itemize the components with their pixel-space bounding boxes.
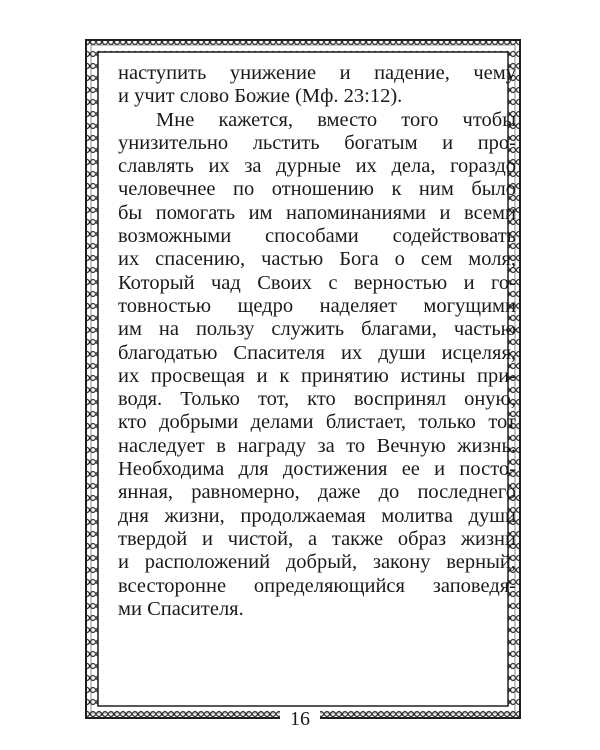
page-number	[0, 708, 600, 731]
text-line: твердой и чистой, а также образ жизни	[118, 527, 516, 550]
text-line: Мне кажется, вместо того чтобы	[156, 108, 516, 131]
text-line: Который чад Своих с верностью и го-	[118, 271, 516, 294]
text-line: ми Спасителя.	[118, 597, 244, 620]
text-line: кто добрыми делами блистает, только тот	[118, 411, 516, 434]
text-line: бы помогать им напоминаниями и всеми	[118, 201, 516, 224]
text-line: товностью щедро наделяет могущими	[118, 294, 516, 317]
text-line: им на пользу служить благами, частью	[118, 318, 516, 341]
text-line: возможными способами содействовать	[118, 225, 516, 248]
text-line: наследует в награду за то Вечную жизнь.	[118, 434, 516, 457]
text-line: наступить унижение и падение, чему	[118, 62, 516, 84]
text-line: дня жизни, продолжаемая молитва души	[118, 504, 516, 527]
page-number-label: 16	[280, 708, 320, 730]
text-line: их спасению, частью Бога о сем моля,	[118, 248, 516, 271]
text-line: унизительно льстить богатым и про-	[118, 131, 516, 154]
text-line: их просвещая и к принятию истины при-	[118, 364, 516, 387]
text-line: человечнее по отношению к ним было	[118, 178, 516, 201]
text-line: славлять их за дурные их дела, гораздо	[118, 155, 516, 178]
body-text	[118, 62, 516, 621]
text-line: и расположений добрый, закону верный,	[118, 551, 516, 574]
text-line: благодатью Спасителя их души исцеляя,	[118, 341, 516, 364]
text-line: водя. Только тот, кто воспринял оную,	[118, 388, 516, 411]
text-line: и учит слово Божие (Мф. 23:12).	[118, 85, 403, 108]
text-line: янная, равномерно, даже до последнего	[118, 481, 516, 504]
text-line: Необходима для достижения ее и посто-	[118, 458, 516, 481]
text-line: всесторонне определяющийся заповедя-	[118, 574, 516, 597]
